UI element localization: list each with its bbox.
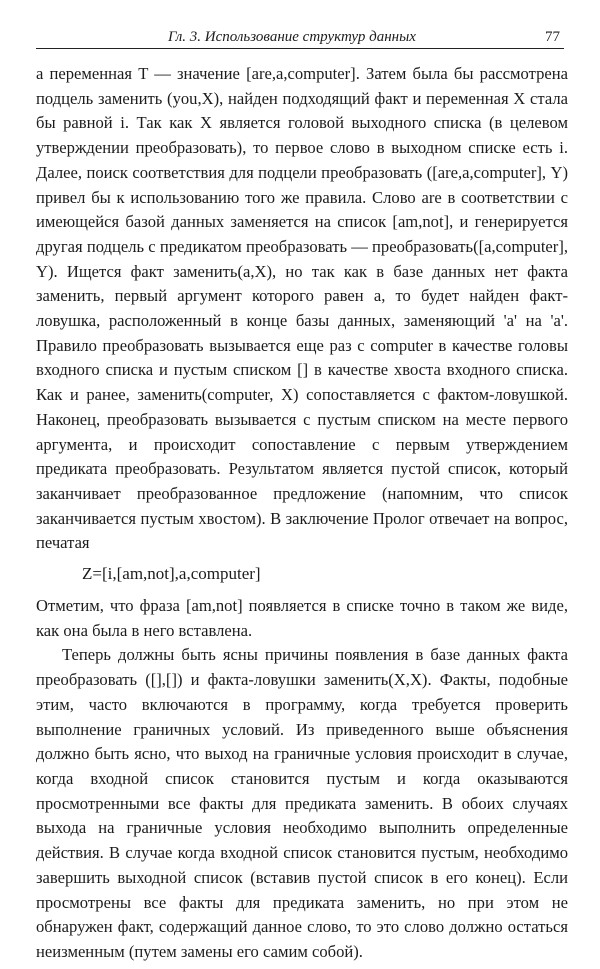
chapter-title: Гл. 3. Использование структур данных (168, 29, 416, 45)
header-rule (36, 48, 564, 49)
running-header (36, 28, 564, 46)
page-number: 77 (545, 29, 560, 45)
formula: Z=[i,[am,not],a,computer] (82, 564, 261, 584)
paragraph-1: а переменная T — значение [are,a,computer]. Затем была бы рассмотрена подцель заменить (you,X), найден подходящий факт и переменная X стала бы равной i. Так как X является головой выходного списка (в целевом утверждении преобразовать), то первое слово в выходном списке есть i. Далее, поиск соответствия для подцели преобразовать ([are,a,computer], Y) привел бы к использованию того же правила. Слово are в соответствии с имеющейся базой данных заменяется на список [am,not], и генерируется другая подцель с предикатом преобразовать — преобразовать([a,computer], Y). Ищется факт заменить(a,X), но так как в базе данных нет факта заменить, первый аргумент которого равен a, то будет найден факт-ловушка, расположенный в конце базы данных, заменяющий 'a' на 'a'. Правило преобразовать вызывается еще раз с computer в качестве головы входного списка и пустым списком [] в качестве хвоста входного списка. Как и ранее, заменить(computer, X) сопоставляется с фактом-ловушкой. Наконец, преобразовать вызывается с пустым списком на месте первого аргумента, и происходит сопоставление с первым утверждением предиката преобразовать. Результатом является пустой список, который заканчивает преобразованное предложение (напомним, что список заканчивается пустым хвостом). В заключение Пролог отвечает на вопрос, печатая (36, 64, 568, 553)
body-text (36, 62, 568, 965)
paragraph-2: Отметим, что фраза [am,not] появляется в списке точно в таком же виде, как она была в него вставлена. (36, 596, 568, 640)
paragraph-3: Теперь должны быть ясны причины появления в базе данных факта преобразовать ([],[]) и факта-ловушки заменить(X,X). Факты, подобные этим, часто включаются в программу, когда требуется проверить выполнение граничных условий. Из приведенного выше объяснения должно быть ясно, что выход на граничные условия происходит в случае, когда входной список становится пустым и когда оказываются просмотренными все факты для предиката заменить. В обоих случаях выхода на граничные условия необходимо выполнить определенные действия. В случае когда входной список становится пустым, необходимо завершить выходной список (вставив пустой список в его конец). Если просмотрены все факты для предиката заменить, но при этом не обнаружен факт, содержащий данное слово, то это слово должно остаться неизменным (путем замены его самим собой). (36, 645, 568, 961)
